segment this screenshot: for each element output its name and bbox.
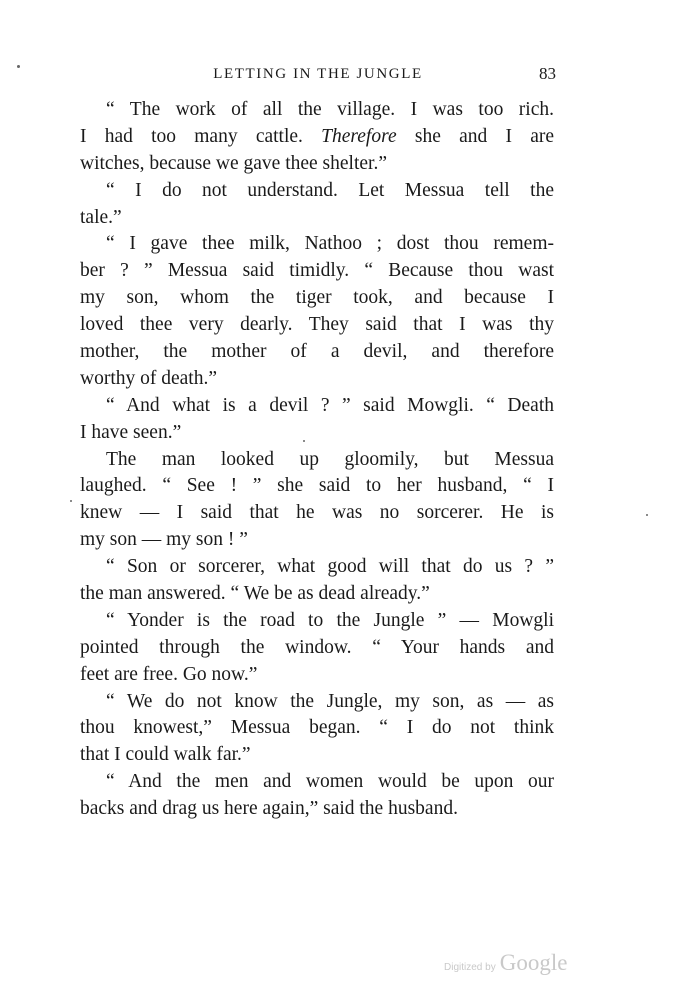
- text-line: tale.”: [80, 206, 122, 228]
- text-line: worthy of death.”: [80, 367, 217, 389]
- text-line: mother, the mother of a devil, and therefore: [80, 341, 554, 363]
- text-line: feet are free. Go now.”: [80, 663, 258, 685]
- text-segment: she and I are: [396, 125, 555, 147]
- paper-speck: [303, 440, 305, 442]
- watermark-prefix: Digitized by: [444, 962, 496, 973]
- text-line: my son — my son ! ”: [80, 529, 248, 551]
- text-line: “ Son or sorcerer, what good will that do us ? ”: [106, 556, 554, 578]
- text-line: the man answered. “ We be as dead already.”: [80, 583, 430, 605]
- text-line: “ I gave thee milk, Nathoo ; dost thou remem-: [106, 233, 554, 255]
- italic-word: Therefore: [321, 125, 397, 147]
- text-line: “ And the men and women would be upon our: [106, 771, 554, 793]
- text-segment: I had too many cattle.: [80, 125, 322, 147]
- paper-speck: [70, 500, 72, 502]
- digitized-watermark: [444, 950, 567, 980]
- text-line: knew — I said that he was no sorcerer. He is: [80, 502, 554, 524]
- text-line: ber ? ” Messua said timidly. “ Because thou wast: [80, 260, 554, 282]
- text-line: “ Yonder is the road to the Jungle ” — Mowgli: [106, 609, 554, 631]
- paper-speck: [17, 65, 20, 68]
- text-line: laughed. “ See ! ” she said to her husband, “ I: [80, 475, 554, 497]
- page-number: 83: [539, 64, 556, 83]
- text-line: loved thee very dearly. They said that I was thy: [80, 314, 554, 336]
- text-line: witches, because we gave thee shelter.”: [80, 152, 387, 174]
- text-line: “ I do not understand. Let Messua tell the: [106, 179, 554, 201]
- body-text: [80, 97, 554, 823]
- text-line: “ We do not know the Jungle, my son, as — as: [106, 690, 554, 712]
- text-line: “ The work of all the village. I was too rich.: [106, 99, 554, 120]
- text-line: thou knowest,” Messua began. “ I do not think: [80, 717, 554, 739]
- text-line: my son, whom the tiger took, and because I: [80, 287, 554, 309]
- text-line: that I could walk far.”: [80, 744, 251, 766]
- text-line: [80, 124, 554, 151]
- text-line: pointed through the window. “ Your hands and: [80, 636, 554, 658]
- text-line: I have seen.”: [80, 421, 182, 443]
- text-line: backs and drag us here again,” said the husband.: [80, 798, 458, 820]
- google-logo: Google: [499, 950, 568, 975]
- paper-speck: [646, 514, 648, 516]
- text-line: The man looked up gloomily, but Messua: [106, 448, 554, 470]
- running-head: [80, 64, 556, 86]
- text-line: “ And what is a devil ? ” said Mowgli. “ Death: [106, 394, 554, 416]
- running-title: LETTING IN THE JUNGLE: [213, 66, 423, 82]
